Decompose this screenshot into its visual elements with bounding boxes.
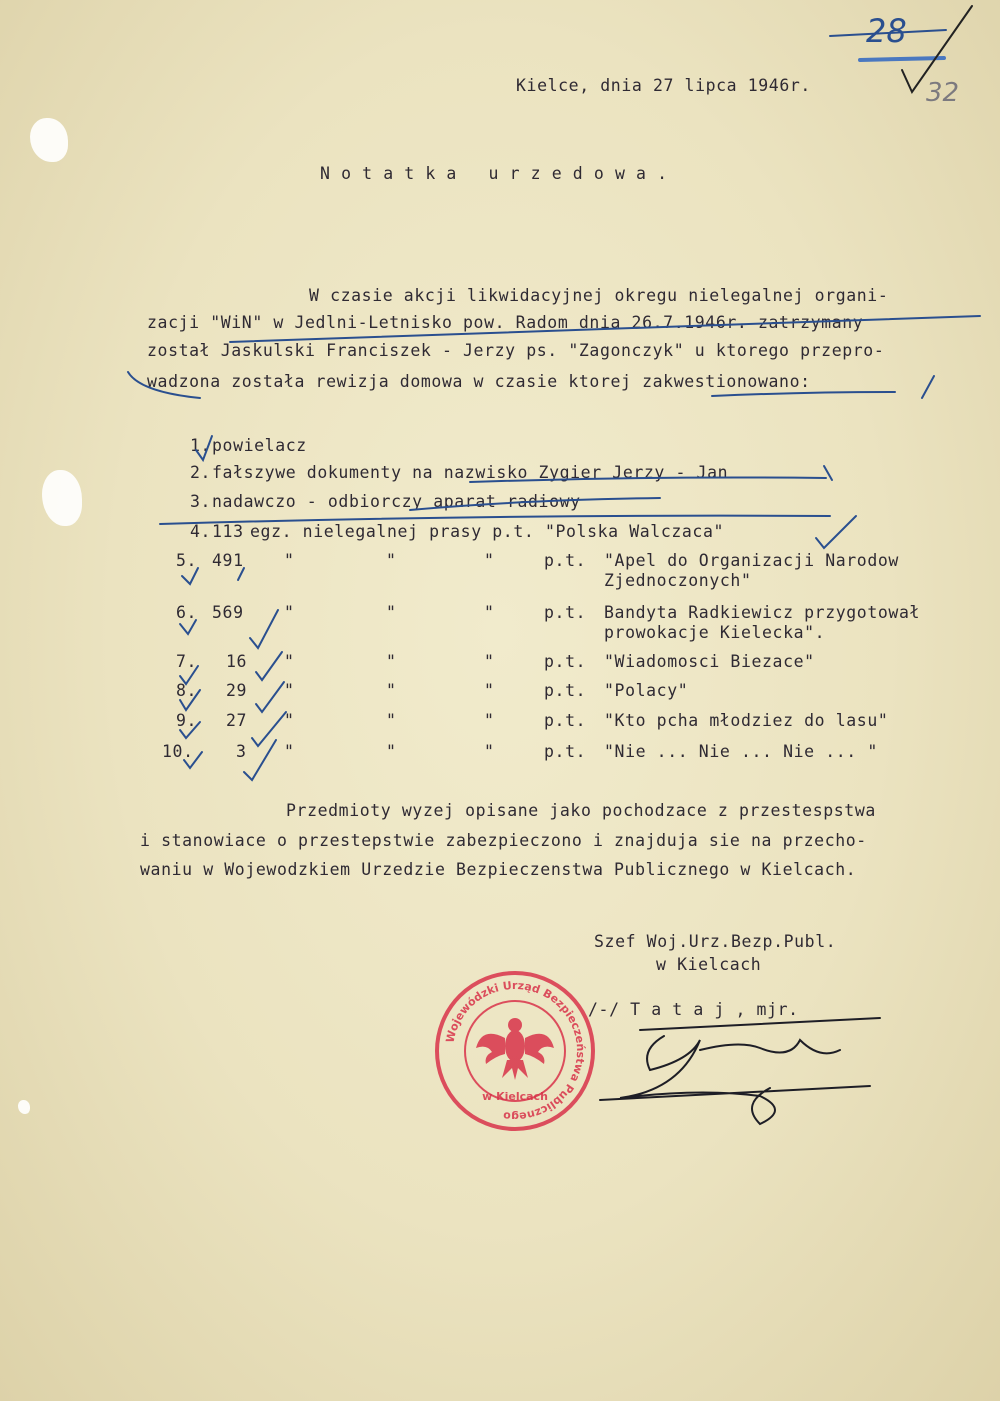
ditto-mark: " (284, 551, 295, 570)
list-item-number: 4. (190, 522, 212, 541)
list-item-number: 3. (190, 492, 212, 511)
pt-label: p.t. (544, 603, 587, 622)
handwritten-signature (600, 1018, 880, 1124)
archive-number-side: 32 (926, 78, 960, 108)
intro-line-2: zacji "WiN" w Jedlni-Letnisko pow. Radom dnia 26.7.1946r. zatrzymany (147, 313, 864, 332)
list-item-number: 8. (176, 681, 198, 700)
list-item-number: 10. (162, 742, 194, 761)
pt-label: p.t. (544, 551, 587, 570)
ditto-mark: " (386, 603, 397, 622)
pen-tick (238, 568, 244, 580)
pen-underline (470, 478, 826, 483)
list-item-text: "Nie ... Nie ... Nie ... " (604, 742, 878, 761)
archive-check-mark (902, 6, 972, 92)
pen-underline (410, 498, 660, 510)
list-item-quantity: 491 (212, 551, 244, 570)
list-item-text: "Polacy" (604, 681, 689, 700)
pen-tick (180, 690, 200, 710)
list-item-quantity: 16 (226, 652, 248, 671)
list-item-number: 2. (190, 463, 212, 482)
ditto-mark: " (484, 652, 495, 671)
pen-underline (712, 392, 895, 396)
archive-number-top: 28 (866, 12, 907, 50)
closing-line-2: i stanowiace o przestepstwie zabezpieczono i znajduja sie na przecho- (140, 831, 867, 850)
ditto-mark: " (484, 711, 495, 730)
signature-title: Szef Woj.Urz.Bezp.Publ. (594, 932, 837, 951)
document-title: N o t a t k a u r z e d o w a . (320, 164, 668, 183)
pt-label: p.t. (544, 681, 587, 700)
list-item-quantity: 3 (236, 742, 247, 761)
stamp-inner-text: w Kielcach (482, 1090, 548, 1103)
list-item-text: "Apel do Organizacji Narodow (604, 551, 899, 570)
signature-office: w Kielcach (656, 955, 762, 974)
pen-tick (922, 376, 934, 398)
list-item-text: Bandyta Radkiewicz przygotował (604, 603, 921, 622)
ditto-mark: " (284, 742, 295, 761)
list-item-text: "Wiadomosci Biezace" (604, 652, 815, 671)
list-item-number: 9. (176, 711, 198, 730)
intro-line-4: wadzona została rewizja domowa w czasie ktorej zakwestionowano: (147, 372, 811, 391)
place-date: Kielce, dnia 27 lipca 1946r. (516, 76, 811, 95)
list-item-number: 5. (176, 551, 198, 570)
ditto-mark: " (484, 742, 495, 761)
closing-line-1: Przedmioty wyzej opisane jako pochodzace z przestespstwa (286, 801, 876, 820)
archive-strike-line (830, 30, 946, 36)
intro-line-1: W czasie akcji likwidacyjnej okregu nielegalnej organi- (309, 286, 889, 305)
closing-line-3: waniu w Wojewodzkiem Urzedzie Bezpieczenstwa Publicznego w Kielcach. (140, 860, 857, 879)
pen-tick (256, 652, 282, 680)
ditto-mark: " (386, 711, 397, 730)
pen-tick (184, 752, 202, 768)
archive-strike-line (860, 58, 944, 60)
ditto-mark: " (284, 652, 295, 671)
list-item-text-continued: prowokacje Kielecka". (604, 623, 826, 642)
pen-underline (160, 516, 830, 524)
intro-line-3: został Jaskulski Franciszek - Jerzy ps. "Zagonczyk" u ktorego przepro- (147, 341, 885, 360)
list-item-quantity: 569 (212, 603, 244, 622)
pen-tick (182, 568, 198, 584)
pen-tick (256, 682, 284, 712)
pen-tick (180, 666, 198, 684)
pen-underline (230, 316, 980, 342)
pt-label: p.t. (544, 711, 587, 730)
list-item-quantity: 29 (226, 681, 248, 700)
pen-tick (180, 620, 196, 634)
ditto-mark: " (386, 681, 397, 700)
pen-underline (128, 372, 200, 398)
pen-tick (196, 436, 212, 460)
list-item-text: nadawczo - odbiorczy aparat radiowy (212, 492, 581, 511)
list-item-quantity: 27 (226, 711, 248, 730)
list-item-number: 7. (176, 652, 198, 671)
ditto-mark: " (484, 551, 495, 570)
ditto-mark: " (484, 603, 495, 622)
pen-tick (244, 740, 276, 780)
signature-name: /-/ T a t a j , mjr. (588, 1000, 799, 1019)
pen-tick (250, 610, 278, 648)
list-item-text: "Kto pcha młodziez do lasu" (604, 711, 889, 730)
ditto-mark: " (284, 711, 295, 730)
list-item-text-continued: Zjednoczonych" (604, 571, 752, 590)
pt-label: p.t. (544, 742, 587, 761)
ditto-mark: " (284, 603, 295, 622)
list-item-text: powielacz (212, 436, 307, 455)
list-item-number: 1. (190, 436, 212, 455)
list-item-text: egz. nielegalnej prasy p.t. "Polska Walczaca" (250, 522, 725, 541)
pen-tick (252, 712, 286, 746)
list-item-quantity: 113 (212, 522, 244, 541)
pen-tick (180, 722, 200, 738)
ditto-mark: " (386, 742, 397, 761)
pt-label: p.t. (544, 652, 587, 671)
ditto-mark: " (284, 681, 295, 700)
stamp-outer-text: Wojewódzki Urząd Bezpieczeństwa Publicznego (443, 978, 588, 1124)
list-item-number: 6. (176, 603, 198, 622)
list-item-text: fałszywe dokumenty na nazwisko Zygier Jerzy - Jan (212, 463, 729, 482)
ditto-mark: " (484, 681, 495, 700)
ditto-mark: " (386, 551, 397, 570)
ditto-mark: " (386, 652, 397, 671)
pen-tick (816, 516, 856, 548)
